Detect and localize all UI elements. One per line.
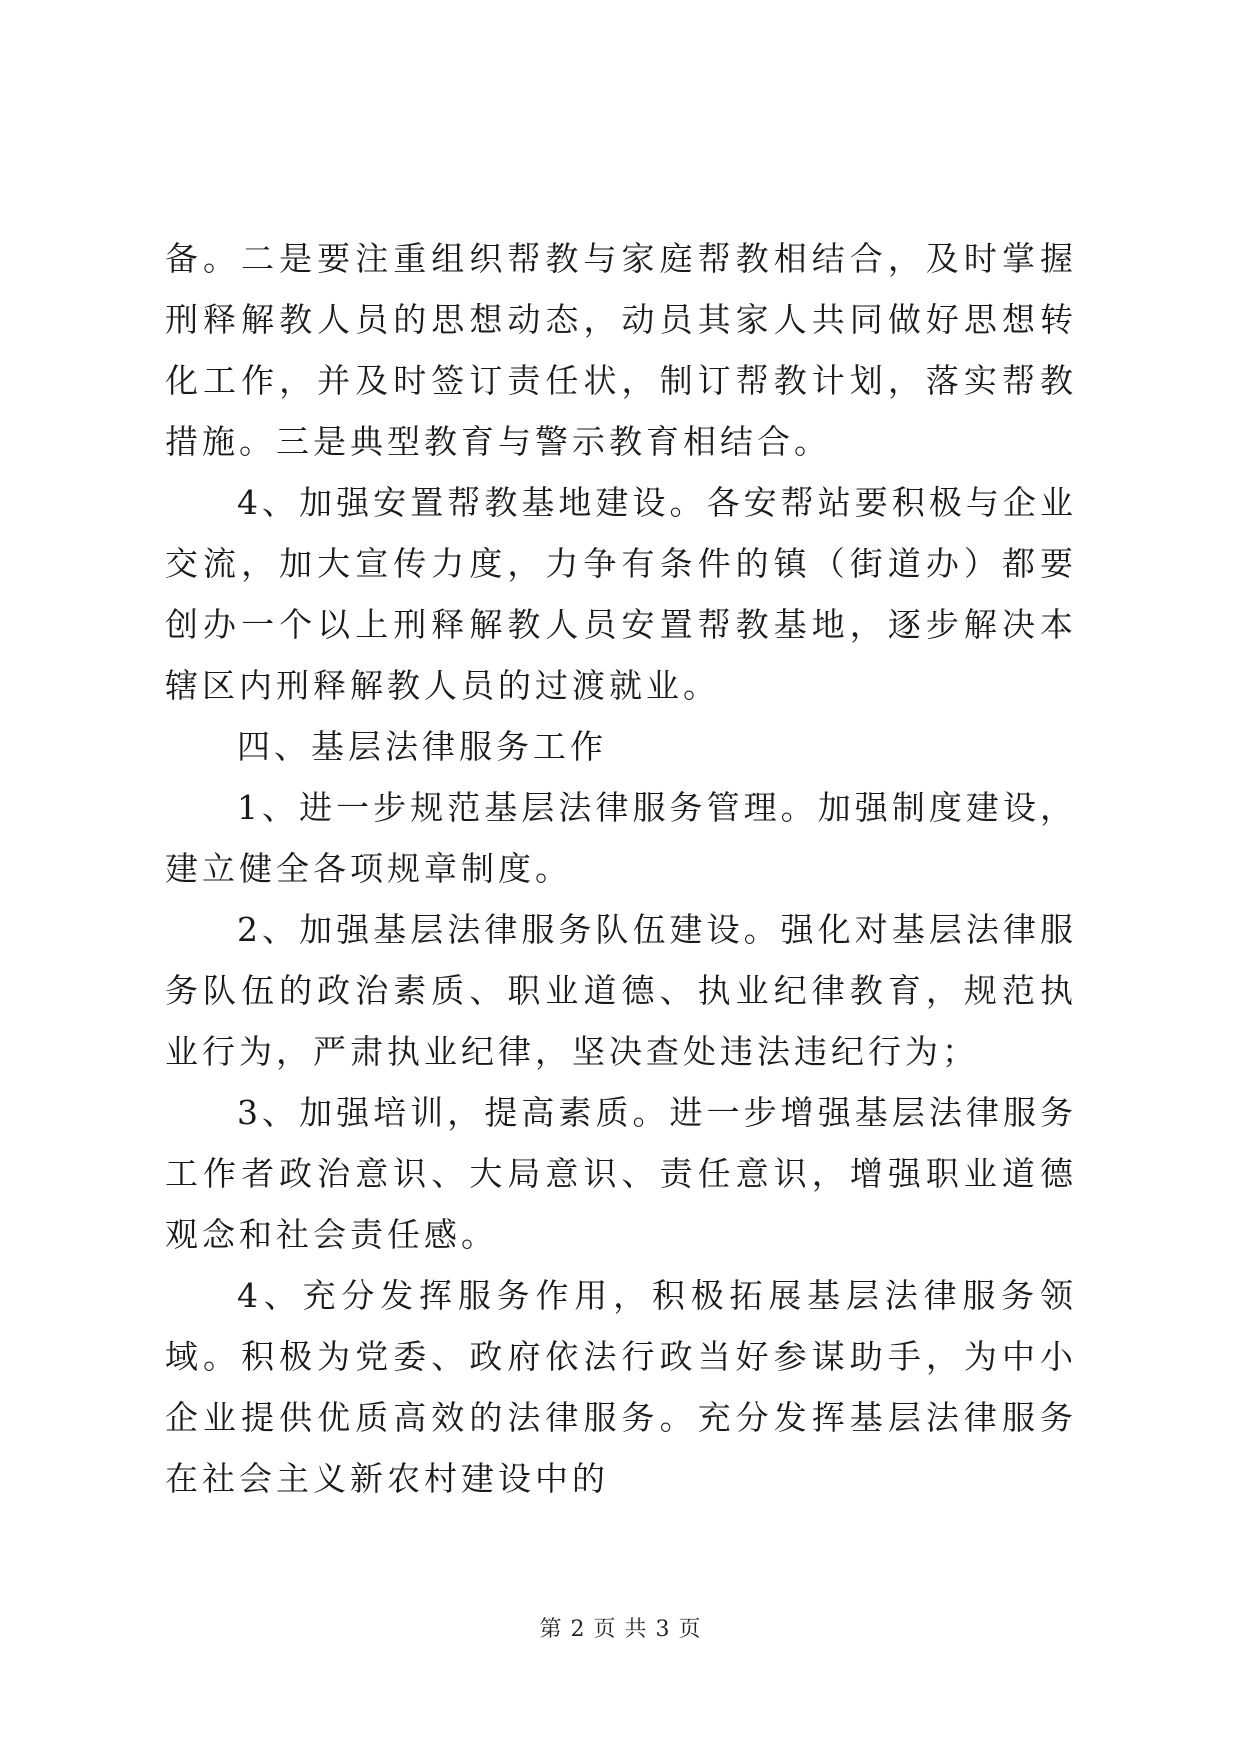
paragraph-item-1: 1、进一步规范基层法律服务管理。加强制度建设，建立健全各项规章制度。 (165, 788, 1077, 888)
page-number: 第 2 页 共 3 页 (539, 1617, 702, 1642)
document-body (165, 228, 1077, 1509)
section-heading: 四、基层法律服务工作 (237, 727, 607, 766)
paragraph-item-4-service: 4、充分发挥服务作用，积极拓展基层法律服务领域。积极为党委、政府依法行政当好参谋助手，为中小企业提供优质高效的法律服务。充分发挥基层法律服务在社会主义新农村建设中的 (165, 1276, 1077, 1498)
paragraph-continuation: 备。二是要注重组织帮教与家庭帮教相结合，及时掌握刑释解教人员的思想动态，动员其家人共同做好思想转化工作，并及时签订责任状，制订帮教计划，落实帮教措施。三是典型教育与警示教育相结合。 (165, 239, 1077, 461)
paragraph-item-2: 2、加强基层法律服务队伍建设。强化对基层法律服务队伍的政治素质、职业道德、执业纪律教育，规范执业行为，严肃执业纪律，坚决查处违法违纪行为； (165, 910, 1077, 1071)
paragraph-item-3: 3、加强培训，提高素质。进一步增强基层法律服务工作者政治意识、大局意识、责任意识，增强职业道德观念和社会责任感。 (165, 1093, 1077, 1254)
paragraph-item-4-base: 4、加强安置帮教基地建设。各安帮站要积极与企业交流，加大宣传力度，力争有条件的镇（街道办）都要创办一个以上刑释解教人员安置帮教基地，逐步解决本辖区内刑释解教人员的过渡就业。 (165, 483, 1077, 705)
page-footer (0, 1612, 1241, 1643)
